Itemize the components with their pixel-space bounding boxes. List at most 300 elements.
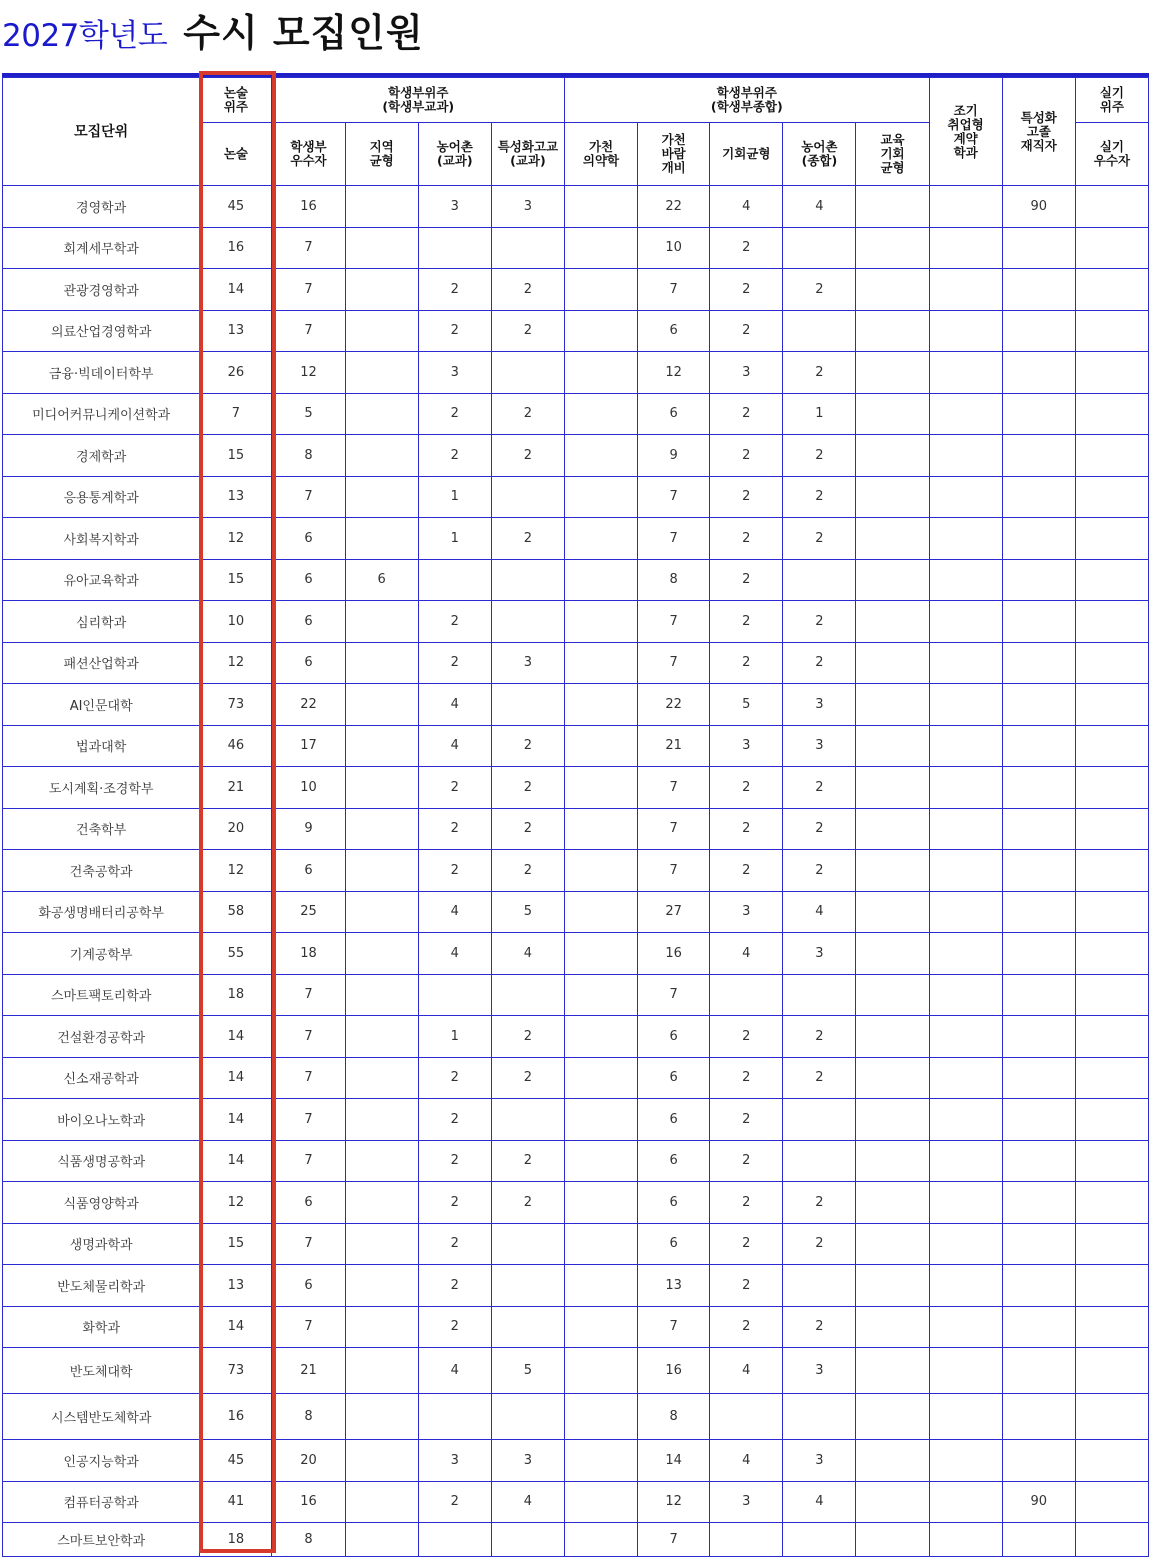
cell-name: 컴퓨터공학과 bbox=[3, 1481, 200, 1523]
cell-excellent: 7 bbox=[272, 974, 345, 1016]
cell-specialized-subject bbox=[491, 1523, 564, 1557]
cell-opportunity: 2 bbox=[710, 310, 783, 352]
cell-regional bbox=[345, 227, 418, 269]
cell-excellent: 12 bbox=[272, 352, 345, 394]
cell-gachon-medicine bbox=[564, 186, 637, 228]
cell-specialized-subject bbox=[491, 974, 564, 1016]
cell-early-employment bbox=[929, 1223, 1002, 1265]
cell-regional bbox=[345, 891, 418, 933]
cell-early-employment bbox=[929, 725, 1002, 767]
cell-excellent: 17 bbox=[272, 725, 345, 767]
cell-opportunity: 2 bbox=[710, 1265, 783, 1307]
cell-gachon-medicine bbox=[564, 1182, 637, 1224]
cell-rural-subject: 4 bbox=[418, 933, 491, 975]
cell-rural-comprehensive: 2 bbox=[783, 352, 856, 394]
cell-essay: 20 bbox=[200, 808, 272, 850]
cell-opportunity bbox=[710, 1394, 783, 1440]
cell-gachon-baram: 7 bbox=[638, 476, 710, 518]
cell-specialized-subject: 2 bbox=[491, 269, 564, 311]
cell-regional bbox=[345, 1182, 418, 1224]
cell-early-employment bbox=[929, 1348, 1002, 1394]
cell-specialized bbox=[1002, 227, 1075, 269]
cell-edu-opportunity bbox=[856, 974, 929, 1016]
table-row bbox=[3, 1182, 1149, 1224]
cell-rural-comprehensive bbox=[783, 1140, 856, 1182]
cell-regional bbox=[345, 352, 418, 394]
cell-early-employment bbox=[929, 974, 1002, 1016]
cell-opportunity: 2 bbox=[710, 518, 783, 560]
cell-specialized-subject: 2 bbox=[491, 393, 564, 435]
cell-essay: 55 bbox=[200, 933, 272, 975]
cell-early-employment bbox=[929, 476, 1002, 518]
cell-edu-opportunity bbox=[856, 435, 929, 477]
cell-gachon-medicine bbox=[564, 310, 637, 352]
cell-rural-comprehensive bbox=[783, 1394, 856, 1440]
header-group-practical: 실기 위주 bbox=[1075, 78, 1148, 123]
cell-edu-opportunity bbox=[856, 642, 929, 684]
table-row bbox=[3, 1265, 1149, 1307]
cell-specialized-subject: 2 bbox=[491, 1016, 564, 1058]
cell-early-employment bbox=[929, 891, 1002, 933]
cell-gachon-baram: 7 bbox=[638, 601, 710, 643]
cell-edu-opportunity bbox=[856, 1016, 929, 1058]
cell-early-employment bbox=[929, 1265, 1002, 1307]
cell-gachon-medicine bbox=[564, 1057, 637, 1099]
cell-regional bbox=[345, 269, 418, 311]
cell-essay: 12 bbox=[200, 1182, 272, 1224]
cell-practical-excellent bbox=[1075, 476, 1148, 518]
cell-specialized bbox=[1002, 352, 1075, 394]
cell-gachon-baram: 10 bbox=[638, 227, 710, 269]
cell-practical-excellent bbox=[1075, 393, 1148, 435]
cell-rural-comprehensive: 2 bbox=[783, 476, 856, 518]
cell-edu-opportunity bbox=[856, 1481, 929, 1523]
cell-specialized bbox=[1002, 933, 1075, 975]
cell-rural-subject: 2 bbox=[418, 1140, 491, 1182]
cell-early-employment bbox=[929, 1523, 1002, 1557]
cell-early-employment bbox=[929, 933, 1002, 975]
cell-practical-excellent bbox=[1075, 435, 1148, 477]
cell-early-employment bbox=[929, 393, 1002, 435]
cell-excellent: 6 bbox=[272, 1265, 345, 1307]
cell-name: 스마트보안학과 bbox=[3, 1523, 200, 1557]
cell-early-employment bbox=[929, 1394, 1002, 1440]
cell-regional bbox=[345, 1523, 418, 1557]
cell-specialized-subject bbox=[491, 684, 564, 726]
cell-regional bbox=[345, 1481, 418, 1523]
cell-rural-subject: 2 bbox=[418, 269, 491, 311]
table-row bbox=[3, 1523, 1149, 1557]
cell-specialized-subject: 3 bbox=[491, 1440, 564, 1482]
cell-specialized bbox=[1002, 601, 1075, 643]
cell-regional bbox=[345, 1057, 418, 1099]
cell-regional bbox=[345, 1223, 418, 1265]
cell-specialized bbox=[1002, 1306, 1075, 1348]
cell-regional bbox=[345, 850, 418, 892]
admissions-table bbox=[2, 77, 1149, 1557]
header-col-gachon-baram: 가천 바람 개비 bbox=[638, 123, 710, 186]
cell-specialized-subject: 4 bbox=[491, 933, 564, 975]
cell-rural-subject: 3 bbox=[418, 186, 491, 228]
cell-specialized: 90 bbox=[1002, 1481, 1075, 1523]
cell-edu-opportunity bbox=[856, 850, 929, 892]
cell-opportunity: 4 bbox=[710, 933, 783, 975]
cell-regional bbox=[345, 1440, 418, 1482]
cell-specialized bbox=[1002, 435, 1075, 477]
cell-rural-subject: 1 bbox=[418, 476, 491, 518]
cell-essay: 14 bbox=[200, 1057, 272, 1099]
cell-excellent: 25 bbox=[272, 891, 345, 933]
cell-opportunity: 2 bbox=[710, 1182, 783, 1224]
table-row bbox=[3, 642, 1149, 684]
cell-essay: 12 bbox=[200, 850, 272, 892]
cell-edu-opportunity bbox=[856, 186, 929, 228]
cell-specialized bbox=[1002, 1440, 1075, 1482]
cell-excellent: 6 bbox=[272, 559, 345, 601]
cell-opportunity: 4 bbox=[710, 1348, 783, 1394]
cell-specialized bbox=[1002, 269, 1075, 311]
cell-practical-excellent bbox=[1075, 1016, 1148, 1058]
cell-edu-opportunity bbox=[856, 1057, 929, 1099]
cell-rural-comprehensive bbox=[783, 1523, 856, 1557]
cell-name: 관광경영학과 bbox=[3, 269, 200, 311]
cell-edu-opportunity bbox=[856, 1523, 929, 1557]
cell-opportunity: 2 bbox=[710, 601, 783, 643]
cell-name: 건축공학과 bbox=[3, 850, 200, 892]
cell-opportunity: 2 bbox=[710, 1223, 783, 1265]
cell-specialized-subject bbox=[491, 352, 564, 394]
cell-edu-opportunity bbox=[856, 559, 929, 601]
cell-opportunity: 2 bbox=[710, 642, 783, 684]
cell-essay: 15 bbox=[200, 435, 272, 477]
cell-specialized-subject bbox=[491, 227, 564, 269]
cell-rural-subject: 4 bbox=[418, 725, 491, 767]
cell-essay: 41 bbox=[200, 1481, 272, 1523]
cell-early-employment bbox=[929, 684, 1002, 726]
cell-rural-subject: 2 bbox=[418, 767, 491, 809]
cell-specialized bbox=[1002, 1099, 1075, 1141]
header-col-edu-opportunity: 교육 기회 균형 bbox=[856, 123, 929, 186]
cell-rural-subject: 2 bbox=[418, 1265, 491, 1307]
cell-name: 사회복지학과 bbox=[3, 518, 200, 560]
cell-gachon-baram: 8 bbox=[638, 1394, 710, 1440]
cell-edu-opportunity bbox=[856, 1306, 929, 1348]
cell-early-employment bbox=[929, 352, 1002, 394]
cell-essay: 14 bbox=[200, 1099, 272, 1141]
cell-specialized-subject bbox=[491, 1223, 564, 1265]
cell-gachon-medicine bbox=[564, 601, 637, 643]
table-row bbox=[3, 1016, 1149, 1058]
cell-opportunity: 2 bbox=[710, 559, 783, 601]
cell-opportunity: 2 bbox=[710, 476, 783, 518]
table-row bbox=[3, 1394, 1149, 1440]
cell-essay: 13 bbox=[200, 310, 272, 352]
table-row bbox=[3, 725, 1149, 767]
cell-early-employment bbox=[929, 1099, 1002, 1141]
cell-opportunity: 2 bbox=[710, 850, 783, 892]
cell-rural-comprehensive: 3 bbox=[783, 725, 856, 767]
cell-rural-comprehensive: 2 bbox=[783, 435, 856, 477]
cell-rural-comprehensive: 2 bbox=[783, 1223, 856, 1265]
cell-gachon-baram: 7 bbox=[638, 1523, 710, 1557]
cell-early-employment bbox=[929, 435, 1002, 477]
cell-practical-excellent bbox=[1075, 601, 1148, 643]
cell-rural-comprehensive bbox=[783, 1099, 856, 1141]
cell-gachon-medicine bbox=[564, 435, 637, 477]
cell-essay: 14 bbox=[200, 1306, 272, 1348]
cell-edu-opportunity bbox=[856, 1440, 929, 1482]
cell-practical-excellent bbox=[1075, 186, 1148, 228]
cell-gachon-baram: 6 bbox=[638, 1016, 710, 1058]
cell-name: 스마트팩토리학과 bbox=[3, 974, 200, 1016]
cell-gachon-baram: 16 bbox=[638, 1348, 710, 1394]
cell-gachon-baram: 8 bbox=[638, 559, 710, 601]
cell-regional bbox=[345, 310, 418, 352]
cell-excellent: 6 bbox=[272, 1182, 345, 1224]
header-col-specialized-subject: 특성화고교 (교과) bbox=[491, 123, 564, 186]
cell-rural-comprehensive: 2 bbox=[783, 642, 856, 684]
cell-rural-subject: 2 bbox=[418, 642, 491, 684]
cell-gachon-medicine bbox=[564, 1348, 637, 1394]
cell-gachon-medicine bbox=[564, 1481, 637, 1523]
cell-practical-excellent bbox=[1075, 1523, 1148, 1557]
cell-specialized bbox=[1002, 518, 1075, 560]
cell-specialized bbox=[1002, 642, 1075, 684]
cell-practical-excellent bbox=[1075, 1182, 1148, 1224]
cell-practical-excellent bbox=[1075, 1394, 1148, 1440]
header-col-essay: 논술 bbox=[200, 123, 272, 186]
cell-gachon-baram: 27 bbox=[638, 891, 710, 933]
cell-gachon-baram: 7 bbox=[638, 269, 710, 311]
cell-practical-excellent bbox=[1075, 518, 1148, 560]
cell-excellent: 7 bbox=[272, 1057, 345, 1099]
cell-rural-comprehensive: 1 bbox=[783, 393, 856, 435]
cell-name: 경제학과 bbox=[3, 435, 200, 477]
header-group-record-subject: 학생부위주 (학생부교과) bbox=[272, 78, 565, 123]
cell-essay: 13 bbox=[200, 476, 272, 518]
cell-regional: 6 bbox=[345, 559, 418, 601]
cell-essay: 12 bbox=[200, 518, 272, 560]
table-row bbox=[3, 227, 1149, 269]
cell-edu-opportunity bbox=[856, 1348, 929, 1394]
cell-opportunity: 2 bbox=[710, 393, 783, 435]
cell-essay: 16 bbox=[200, 1394, 272, 1440]
cell-opportunity: 3 bbox=[710, 891, 783, 933]
cell-name: 바이오나노학과 bbox=[3, 1099, 200, 1141]
cell-early-employment bbox=[929, 1306, 1002, 1348]
cell-name: 화공생명배터리공학부 bbox=[3, 891, 200, 933]
cell-name: 건축학부 bbox=[3, 808, 200, 850]
cell-specialized bbox=[1002, 1348, 1075, 1394]
cell-rural-comprehensive bbox=[783, 227, 856, 269]
cell-opportunity: 4 bbox=[710, 186, 783, 228]
cell-rural-subject: 4 bbox=[418, 1348, 491, 1394]
cell-specialized bbox=[1002, 850, 1075, 892]
cell-gachon-medicine bbox=[564, 393, 637, 435]
cell-gachon-medicine bbox=[564, 808, 637, 850]
cell-specialized-subject bbox=[491, 1265, 564, 1307]
cell-specialized-subject bbox=[491, 559, 564, 601]
cell-specialized-subject: 3 bbox=[491, 186, 564, 228]
cell-gachon-baram: 22 bbox=[638, 684, 710, 726]
cell-specialized bbox=[1002, 1140, 1075, 1182]
cell-rural-subject: 2 bbox=[418, 1481, 491, 1523]
header-group-essay: 논술 위주 bbox=[200, 78, 272, 123]
cell-opportunity: 2 bbox=[710, 808, 783, 850]
cell-essay: 26 bbox=[200, 352, 272, 394]
cell-excellent: 7 bbox=[272, 1223, 345, 1265]
cell-practical-excellent bbox=[1075, 642, 1148, 684]
cell-specialized bbox=[1002, 559, 1075, 601]
cell-essay: 13 bbox=[200, 1265, 272, 1307]
cell-gachon-baram: 7 bbox=[638, 767, 710, 809]
cell-edu-opportunity bbox=[856, 1265, 929, 1307]
cell-rural-subject: 4 bbox=[418, 891, 491, 933]
cell-essay: 18 bbox=[200, 974, 272, 1016]
cell-regional bbox=[345, 684, 418, 726]
cell-gachon-baram: 16 bbox=[638, 933, 710, 975]
cell-practical-excellent bbox=[1075, 352, 1148, 394]
cell-essay: 46 bbox=[200, 725, 272, 767]
cell-regional bbox=[345, 642, 418, 684]
cell-edu-opportunity bbox=[856, 891, 929, 933]
table-row bbox=[3, 269, 1149, 311]
cell-excellent: 9 bbox=[272, 808, 345, 850]
cell-gachon-baram: 6 bbox=[638, 1223, 710, 1265]
cell-gachon-medicine bbox=[564, 767, 637, 809]
cell-early-employment bbox=[929, 186, 1002, 228]
cell-rural-comprehensive: 3 bbox=[783, 684, 856, 726]
cell-early-employment bbox=[929, 1182, 1002, 1224]
header-early-employment: 조기 취업형 계약 학과 bbox=[929, 78, 1002, 186]
cell-edu-opportunity bbox=[856, 1099, 929, 1141]
cell-regional bbox=[345, 393, 418, 435]
cell-rural-subject bbox=[418, 974, 491, 1016]
cell-rural-subject: 2 bbox=[418, 1057, 491, 1099]
cell-opportunity bbox=[710, 1523, 783, 1557]
cell-essay: 10 bbox=[200, 601, 272, 643]
cell-essay: 12 bbox=[200, 642, 272, 684]
cell-opportunity: 2 bbox=[710, 1016, 783, 1058]
cell-early-employment bbox=[929, 642, 1002, 684]
cell-edu-opportunity bbox=[856, 352, 929, 394]
cell-name: 의료산업경영학과 bbox=[3, 310, 200, 352]
cell-specialized: 90 bbox=[1002, 186, 1075, 228]
cell-specialized-subject: 4 bbox=[491, 1481, 564, 1523]
cell-rural-subject: 1 bbox=[418, 1016, 491, 1058]
cell-rural-subject: 2 bbox=[418, 850, 491, 892]
page-title bbox=[2, 2, 424, 62]
cell-early-employment bbox=[929, 1481, 1002, 1523]
cell-gachon-baram: 6 bbox=[638, 1182, 710, 1224]
cell-early-employment bbox=[929, 1057, 1002, 1099]
cell-specialized-subject: 2 bbox=[491, 1140, 564, 1182]
cell-practical-excellent bbox=[1075, 933, 1148, 975]
cell-rural-comprehensive: 4 bbox=[783, 186, 856, 228]
header-col-regional: 지역 균형 bbox=[345, 123, 418, 186]
cell-edu-opportunity bbox=[856, 269, 929, 311]
cell-gachon-baram: 6 bbox=[638, 310, 710, 352]
cell-gachon-medicine bbox=[564, 476, 637, 518]
table-row bbox=[3, 1306, 1149, 1348]
cell-specialized-subject: 2 bbox=[491, 310, 564, 352]
cell-name: 금융·빅데이터학부 bbox=[3, 352, 200, 394]
cell-name: 심리학과 bbox=[3, 601, 200, 643]
cell-early-employment bbox=[929, 767, 1002, 809]
table-row bbox=[3, 1348, 1149, 1394]
cell-specialized bbox=[1002, 393, 1075, 435]
cell-excellent: 6 bbox=[272, 850, 345, 892]
cell-specialized bbox=[1002, 1223, 1075, 1265]
cell-rural-comprehensive: 3 bbox=[783, 933, 856, 975]
cell-edu-opportunity bbox=[856, 808, 929, 850]
cell-opportunity: 2 bbox=[710, 1057, 783, 1099]
cell-rural-comprehensive bbox=[783, 559, 856, 601]
cell-gachon-baram: 7 bbox=[638, 1306, 710, 1348]
cell-gachon-baram: 7 bbox=[638, 642, 710, 684]
cell-excellent: 8 bbox=[272, 1394, 345, 1440]
cell-practical-excellent bbox=[1075, 808, 1148, 850]
cell-rural-subject bbox=[418, 1394, 491, 1440]
table-row bbox=[3, 393, 1149, 435]
cell-gachon-medicine bbox=[564, 642, 637, 684]
table-row bbox=[3, 974, 1149, 1016]
cell-specialized bbox=[1002, 1265, 1075, 1307]
cell-gachon-medicine bbox=[564, 850, 637, 892]
cell-specialized bbox=[1002, 891, 1075, 933]
cell-gachon-medicine bbox=[564, 684, 637, 726]
cell-edu-opportunity bbox=[856, 518, 929, 560]
cell-gachon-baram: 12 bbox=[638, 1481, 710, 1523]
cell-excellent: 7 bbox=[272, 1306, 345, 1348]
header-col-opportunity: 기회균형 bbox=[710, 123, 783, 186]
cell-name: 미디어커뮤니케이션학과 bbox=[3, 393, 200, 435]
cell-rural-comprehensive bbox=[783, 1265, 856, 1307]
cell-gachon-medicine bbox=[564, 1016, 637, 1058]
table-row bbox=[3, 767, 1149, 809]
cell-gachon-baram: 6 bbox=[638, 1099, 710, 1141]
cell-excellent: 6 bbox=[272, 601, 345, 643]
cell-rural-comprehensive: 2 bbox=[783, 850, 856, 892]
cell-excellent: 16 bbox=[272, 186, 345, 228]
cell-practical-excellent bbox=[1075, 1057, 1148, 1099]
title-year: 2027학년도 bbox=[2, 18, 168, 54]
cell-rural-subject: 1 bbox=[418, 518, 491, 560]
cell-essay: 15 bbox=[200, 559, 272, 601]
cell-regional bbox=[345, 1348, 418, 1394]
cell-name: 패션산업학과 bbox=[3, 642, 200, 684]
cell-gachon-medicine bbox=[564, 1140, 637, 1182]
cell-essay: 15 bbox=[200, 1223, 272, 1265]
table-row bbox=[3, 518, 1149, 560]
cell-rural-comprehensive: 2 bbox=[783, 1182, 856, 1224]
table-body bbox=[3, 186, 1149, 1557]
table-row bbox=[3, 352, 1149, 394]
cell-practical-excellent bbox=[1075, 850, 1148, 892]
cell-essay: 45 bbox=[200, 186, 272, 228]
cell-excellent: 7 bbox=[272, 310, 345, 352]
cell-essay: 14 bbox=[200, 1016, 272, 1058]
cell-regional bbox=[345, 725, 418, 767]
cell-excellent: 20 bbox=[272, 1440, 345, 1482]
cell-rural-comprehensive: 2 bbox=[783, 767, 856, 809]
cell-excellent: 7 bbox=[272, 1099, 345, 1141]
table-row bbox=[3, 559, 1149, 601]
cell-practical-excellent bbox=[1075, 1265, 1148, 1307]
cell-rural-comprehensive: 2 bbox=[783, 1057, 856, 1099]
cell-gachon-baram: 9 bbox=[638, 435, 710, 477]
cell-gachon-baram: 14 bbox=[638, 1440, 710, 1482]
